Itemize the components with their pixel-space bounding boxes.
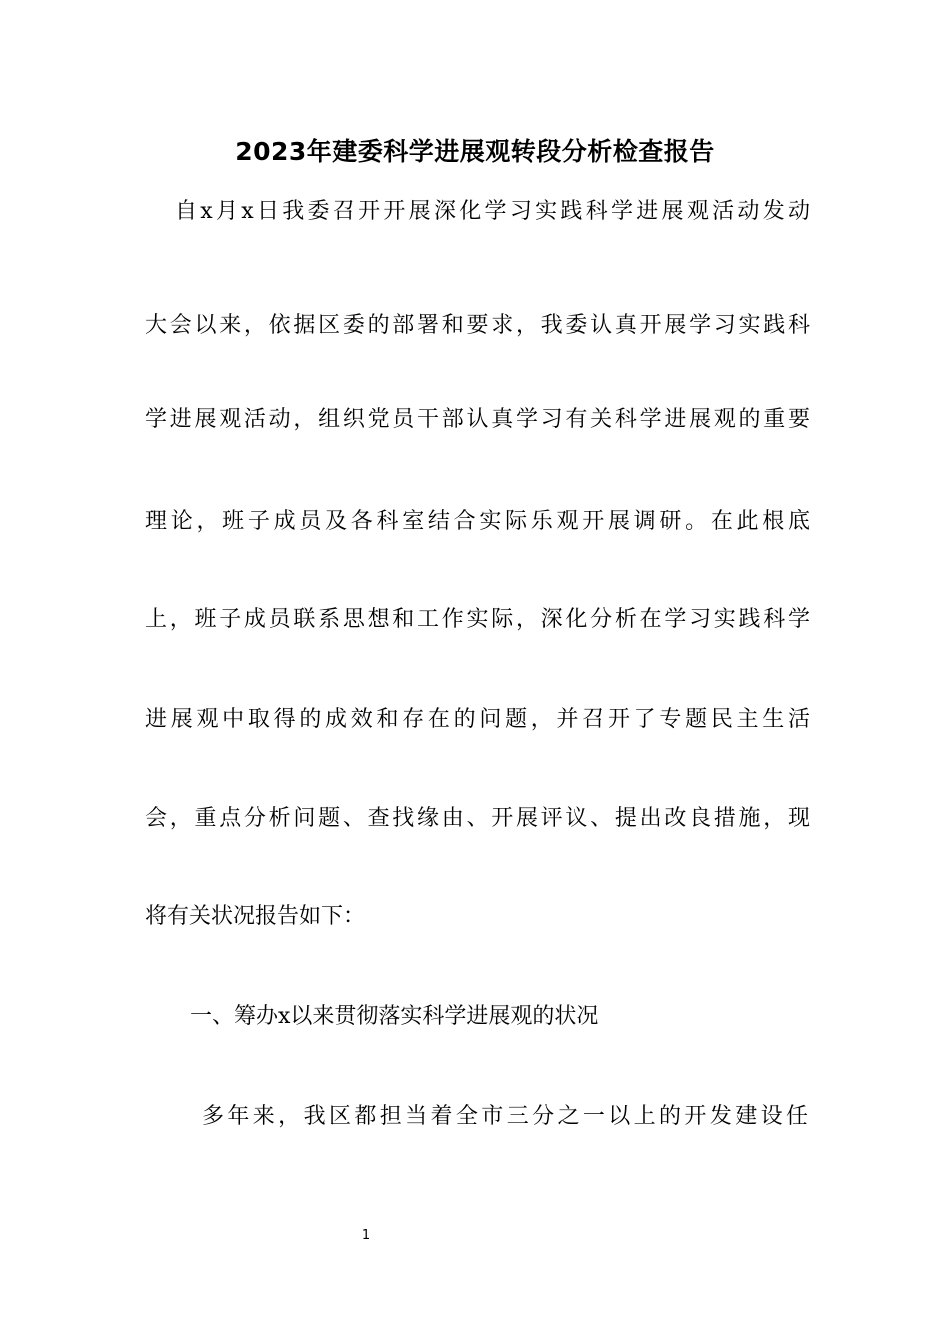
paragraph-line: 理论，班子成员及各科室结合实际乐观开展调研。在此根底	[145, 509, 810, 534]
section-heading: 一、筹办x以来贯彻落实科学进展观的状况	[190, 1004, 599, 1029]
paragraph-line: 会，重点分析问题、查找缘由、开展评议、提出改良措施，现	[145, 806, 810, 831]
page-number: 1	[361, 1228, 371, 1243]
paragraph-line: 大会以来，依据区委的部署和要求，我委认真开展学习实践科	[145, 313, 810, 338]
document-title: 2023年建委科学进展观转段分析检查报告	[235, 137, 715, 166]
paragraph-line: 进展观中取得的成效和存在的问题，并召开了专题民主生活	[145, 707, 810, 732]
paragraph-line: 上，班子成员联系思想和工作实际，深化分析在学习实践科学	[145, 607, 810, 632]
paragraph-line: 学进展观活动，组织党员干部认真学习有关科学进展观的重要	[145, 407, 810, 432]
paragraph-line: 多年来，我区都担当着全市三分之一以上的开发建设任	[202, 1104, 808, 1129]
paragraph-line: 自x月x日我委召开开展深化学习实践科学进展观活动发动	[175, 199, 810, 224]
paragraph-line: 将有关状况报告如下：	[145, 904, 366, 929]
